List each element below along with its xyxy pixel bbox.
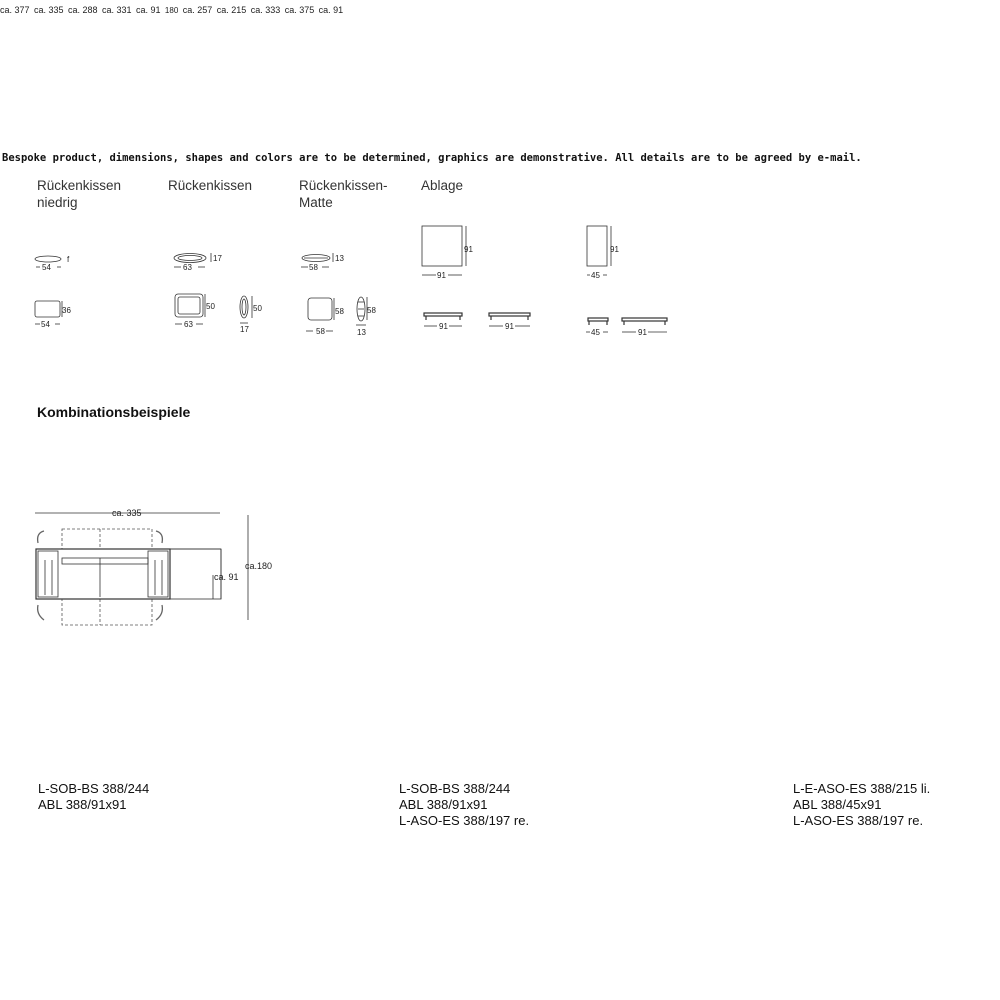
- dim-total-width: ca. 377: [0, 5, 30, 15]
- tray-front-3: [622, 318, 667, 337]
- dim-width: 45: [591, 328, 600, 337]
- dim-depth: 13: [357, 328, 366, 337]
- cushion-top-view: [174, 253, 222, 272]
- dim-width: 91: [638, 328, 647, 337]
- dim-depth: 13: [335, 254, 344, 263]
- header-line1: Rückenkissen: [168, 178, 253, 193]
- dim-width-sofa: ca. 335: [33, 5, 64, 15]
- tray-large: [422, 226, 473, 280]
- dim-depth: 17: [213, 254, 222, 263]
- cushion-low-front-view: [35, 301, 71, 329]
- dim-width: 91: [437, 271, 446, 280]
- dim-depth: ca. 91: [214, 572, 239, 582]
- dim-width: 45: [591, 271, 600, 280]
- dim-width: 58: [316, 327, 325, 336]
- dim-width: 63: [183, 263, 192, 272]
- mat-front-view: [306, 298, 344, 336]
- mat-side-view: [356, 297, 376, 337]
- dim-chaise-width: ca. 91: [318, 5, 344, 15]
- section-title: Kombinationsbeispiele: [37, 404, 191, 420]
- cushion-front-view: [175, 294, 215, 329]
- dim-height: 58: [367, 306, 376, 315]
- header-line1: Rückenkissen: [37, 178, 122, 193]
- dim-total-width: ca. 257: [182, 5, 213, 15]
- dim-width-sofa: ca. 215: [216, 5, 247, 15]
- dim-height: 91: [464, 245, 473, 254]
- header-line1: Rückenkissen-: [299, 178, 388, 193]
- tray-small: [587, 226, 619, 280]
- dim-height: 50: [253, 304, 262, 313]
- dim-width: 63: [184, 320, 193, 329]
- dim-total-length: ca. 375: [284, 5, 315, 15]
- dim-total-length: ca. 331: [101, 5, 132, 15]
- header-line2: niedrig: [37, 195, 78, 210]
- dim-height: 36: [62, 306, 71, 315]
- disclaimer-notice: Bespoke product, dimensions, shapes and colors are to be determined, graphics are demonstrative. All details are to be agreed by e-mail.: [2, 152, 862, 164]
- dim-width: 91: [439, 322, 448, 331]
- dim-width: 54: [41, 320, 50, 329]
- mat-top-view: [301, 253, 344, 272]
- header-line2: Matte: [299, 195, 333, 210]
- tray-front-1: [424, 313, 462, 331]
- dim-bottom: 180: [164, 6, 179, 15]
- combination-2-codes: L-SOB-BS 388/244 ABL 388/91x91 L-ASO-ES 388/197 re.: [399, 781, 530, 828]
- dim-height: 58: [335, 307, 344, 316]
- dim-depth-total: ca. 333: [250, 5, 281, 15]
- header-line1: Ablage: [421, 178, 464, 193]
- cushion-side-view: [240, 296, 262, 334]
- combination-1-codes: L-SOB-BS 388/244 ABL 388/91x91: [38, 781, 150, 812]
- dim-depth-total: ca. 288: [67, 5, 98, 15]
- dim-total-depth: ca.180: [245, 561, 273, 571]
- tray-front-2: [489, 313, 530, 331]
- cushion-low-top-view: [35, 255, 70, 272]
- combination-3-codes: L-E-ASO-ES 388/215 li. ABL 388/45x91 L-ASO-ES 388/197 re.: [793, 781, 931, 828]
- dim-total-width: ca. 335: [112, 508, 142, 518]
- dim-width: 91: [505, 322, 514, 331]
- dim-chaise-width: ca. 91: [135, 5, 161, 15]
- dim-height: 50: [206, 302, 215, 311]
- dim-height: 91: [610, 245, 619, 254]
- svg-text:f: f: [67, 255, 70, 264]
- tray-front-small: [586, 318, 608, 337]
- combination-1-drawing: [35, 508, 272, 625]
- dim-width: 54: [42, 263, 51, 272]
- dim-width: 58: [309, 263, 318, 272]
- dim-depth: 17: [240, 325, 249, 334]
